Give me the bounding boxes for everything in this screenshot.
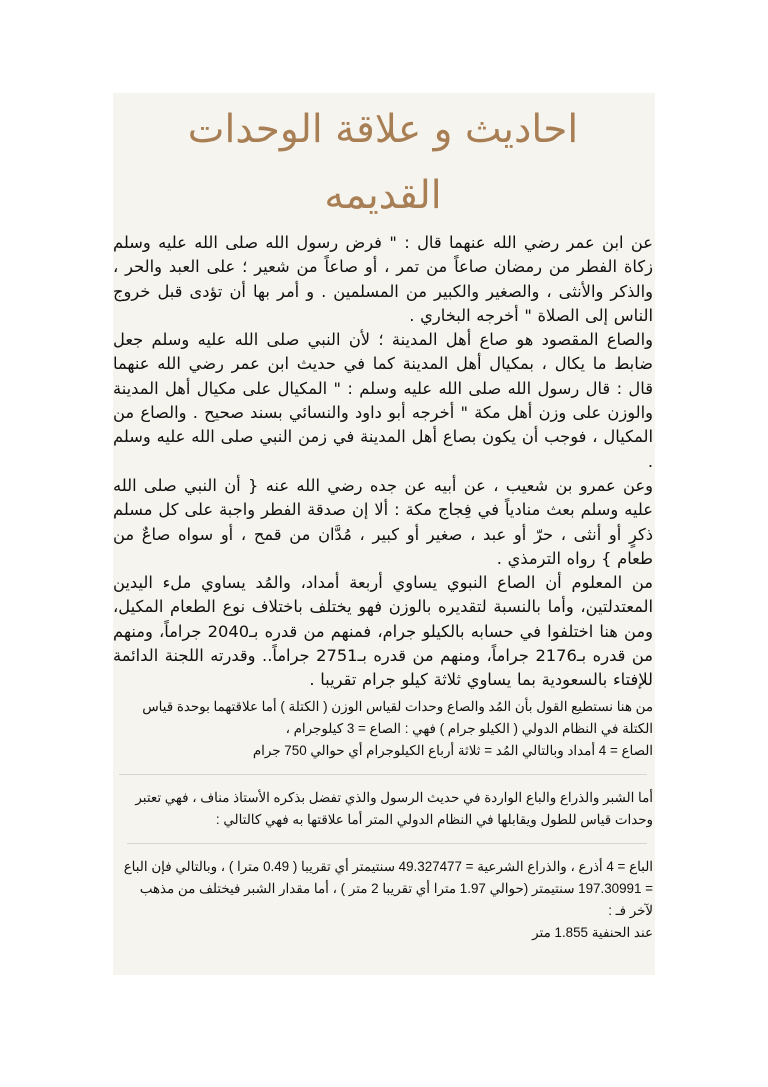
paragraph-zakat-hadith: عن ابن عمر رضي الله عنهما قال : " فرض رسول الله صلى الله عليه وسلم زكاة الفطر من رمضان صاعاً من تمر ، أو صاعاً من شعير ؛ على العبد والحر ، والذكر والأنثى ، والصغير والكبير من المسلمين . و أمر بها أن تؤدى قبل خروج الناس إلى الصلاة " أخرجه البخاري . [113,233,653,325]
paragraph-madinah-saa: والصاع المقصود هو صاع أهل المدينة ؛ لأن النبي صلى الله عليه وسلم جعل ضابط ما يكال ، بمكيال أهل المدينة كما في حديث ابن عمر رضي الله عنهما قال : قال رسول الله صلى الله عليه وسلم : " المكيال على مكيال أهل المدينة والوزن على وزن أهل مكة " أخرجه أبو داود والنسائي بسند صحيح . والصاع من المكيال ، فوجب أن يكون بصاع أهل المدينة في زمن النبي صلى الله عليه وسلم . [113,330,653,471]
paragraph-amr-hadith: وعن عمرو بن شعيب ، عن أبيه عن جده رضي الله عنه { أن النبي صلى الله عليه وسلم بعث منادياً في فِجاج مكة : ألا إن صدقة الفطر واجبة على كل مسلم ذكرٍ أو أنثى ، حرّ أو عبد ، صغير أو كبير ، مُدَّان من قمح ، أو سواه صاعٌ من طعام } رواه الترمذي . [113,475,653,568]
hadith-text-block [113,231,653,693]
length-units-block [113,787,653,944]
measure-conversion-block [113,696,653,762]
document-page [113,93,655,975]
hanafi-shibr: عند الحنفية 1.855 متر [532,924,653,940]
document-title: احاديث و علاقة الوحدات القديمه [187,107,579,218]
conversion-saa-kilogram: من هنا نستطيع القول بأن المُد والصاع وحدات لقياس الوزن ( الكتلة ) أما علاقتهما بوحدة قياس الكتلة في النظام الدولي ( الكيلو جرام ) فهي : الصاع = 3 كيلوجرام ، [142,698,653,736]
paragraph-saa-weight: من المعلوم أن الصاع النبوي يساوي أربعة أمداد، والمُد يساوي ملء اليدين المعتدلتين، وأما بالنسبة لتقديره بالوزن فهو يختلف باختلاف نوع الطعام المكيل، ومن هنا اختلفوا في حسابه بالكيلو جرام، فمنهم من قدره بـ2040 جراماً، ومنهم من قدره بـ2176 جراماً، ومنهم من قدره بـ2751 جراماً.. وقدرته اللجنة الدائمة للإفتاء بالسعودية بما يساوي ثلاثة كيلو جرام تقريبا . [113,573,653,690]
conversion-mudd: الصاع = 4 أمداد وبالتالي المُد = ثلاثة أرباع الكيلوجرام أي حوالي 750 جرام [252,742,653,758]
section-divider-2 [127,843,647,844]
length-units-intro: أما الشبر والذراع والباع الواردة في حديث الرسول والذي تفضل بذكره الأستاذ مناف ، فهي تعتبر وحدات قياس للطول ويقابلها في النظام الدولي المتر أما علاقتها به فهي كالتالي : [135,789,653,827]
section-divider [119,774,647,775]
baa-conversion: الباع = 4 أذرع ، والذراع الشرعية = 49.327477 سنتيمتر أي تقريبا ( 0.49 مترا ) ، وبالتالي فإن الباع = 197.30991 سنتيمتر (حوالي 1.97 مترا أي تقريبا 2 متر ) ، أما مقدار الشبر فيختلف من مذهب لآخر فـ : [123,858,653,918]
